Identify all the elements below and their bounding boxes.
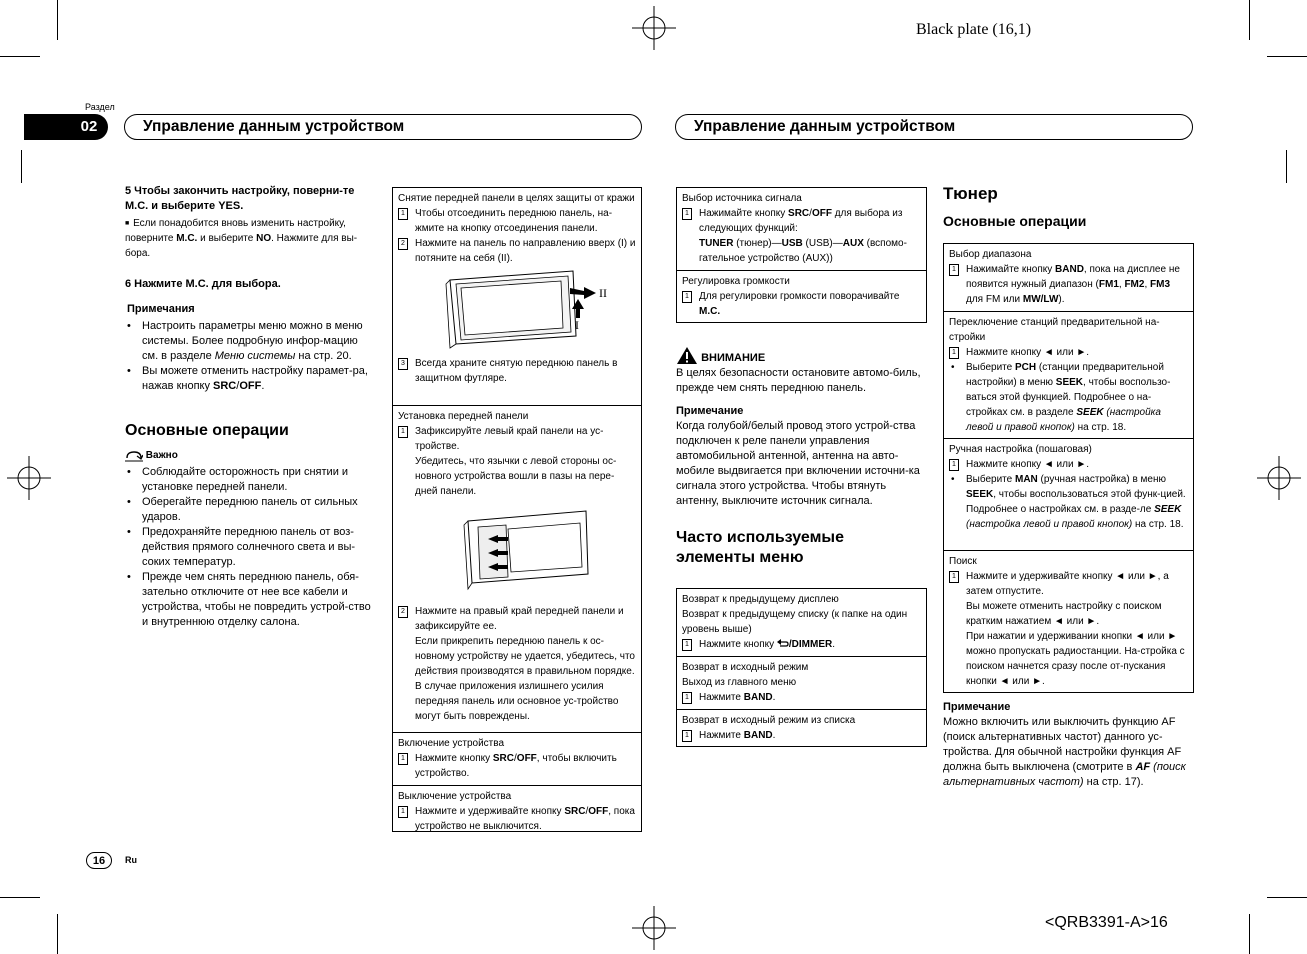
manual-cell bbox=[944, 439, 1193, 551]
install-panel-title: Установка передней панели bbox=[398, 411, 529, 422]
power-on-title: Включение устройства bbox=[398, 738, 505, 749]
remove-panel-cell bbox=[393, 188, 641, 406]
crop-mark bbox=[57, 0, 58, 40]
step: 1 Нажмите и удерживайте кнопку ◄ или ►, а затем отпустите. bbox=[949, 569, 1188, 599]
list-item: • Оберегайте переднюю панель от сильных ударов. bbox=[125, 495, 375, 525]
section-number: 02 bbox=[24, 114, 108, 140]
step-detail: Если прикрепить переднюю панель к ос-новному устройству не удается, убедитесь, что действия производятся в правильном порядке. В случае приложения излишнего усилия передняя панель или основное ус-тройство могут быть повреждены. bbox=[415, 636, 635, 722]
step-detail: При нажатии и удерживании кнопки ◄ или ► можно пропускать радиостанции. На-стройка с поиском начнется сразу после от-пускания кнопки ◄ или ►. bbox=[966, 631, 1185, 687]
preset-title: Переключение станций предварительной на-стройки bbox=[949, 317, 1160, 343]
preset-cell bbox=[944, 312, 1193, 439]
band-cell bbox=[944, 244, 1193, 312]
step: 1 Для регулировки громкости поворачивайте M.C. bbox=[682, 289, 921, 319]
home-subtitle: Выход из главного меню bbox=[682, 677, 797, 688]
manual-title: Ручная настройка (пошаговая) bbox=[949, 444, 1092, 455]
language-code: Ru bbox=[125, 855, 137, 865]
panel-removal-icon bbox=[398, 266, 638, 356]
search-title: Поиск bbox=[949, 556, 977, 567]
important-label: Важно bbox=[125, 448, 375, 463]
step-5-title: 5 Чтобы закончить настройку, поверни-те M.C. и выберите YES. bbox=[125, 185, 355, 212]
list-item: • Вы можете отменить настройку парамет-ра, нажав кнопку SRC/OFF. bbox=[125, 364, 375, 394]
warning-heading: ВНИМАНИЕ bbox=[676, 346, 930, 366]
list-item: • Соблюдайте осторожность при снятии и установке передней панели. bbox=[125, 465, 375, 495]
remove-panel-illustration bbox=[398, 266, 636, 356]
direction-label-2: II bbox=[599, 286, 607, 300]
crop-mark bbox=[0, 897, 40, 898]
important-list bbox=[125, 465, 375, 630]
column-4-note bbox=[943, 700, 1195, 790]
page-header-right: Управление данным устройством bbox=[675, 114, 1193, 140]
band-title: Выбор диапазона bbox=[949, 249, 1032, 260]
crop-mark bbox=[57, 914, 58, 954]
back-arrow-icon bbox=[777, 639, 789, 648]
step: 3 Всегда храните снятую переднюю панель в защитном футляре. bbox=[398, 356, 636, 386]
registration-mark-icon bbox=[632, 6, 676, 50]
tuner-heading: Тюнер bbox=[943, 184, 998, 203]
install-panel-cell bbox=[393, 406, 641, 733]
menu-items-table bbox=[676, 588, 927, 747]
home-title: Возврат в исходный режим bbox=[682, 662, 809, 673]
basic-operations-heading: Основные операции bbox=[125, 422, 289, 440]
power-off-cell bbox=[393, 786, 641, 837]
document-code: <QRB3391-A>16 bbox=[1045, 914, 1168, 931]
registration-mark-icon bbox=[632, 906, 676, 950]
step: 1 Нажмите кнопку SRC/OFF, чтобы включить устройство. bbox=[398, 751, 636, 781]
tuner-ops-heading: Основные операции bbox=[943, 213, 1087, 229]
column-4-head bbox=[943, 184, 1193, 230]
power-on-cell bbox=[393, 733, 641, 786]
source-volume-table bbox=[676, 187, 927, 323]
warning-icon bbox=[676, 346, 698, 365]
remove-panel-title: Снятие передней панели в целях защиты от кражи bbox=[398, 193, 635, 204]
warning-text: В целях безопасности остановите автомо-биль, прежде чем снять переднюю панель. bbox=[676, 367, 921, 394]
notes-list bbox=[125, 319, 375, 394]
crop-mark bbox=[1286, 150, 1287, 183]
back-cell bbox=[677, 589, 926, 657]
home-cell bbox=[677, 657, 926, 710]
column-1 bbox=[125, 184, 375, 630]
source-select-title: Выбор источника сигнала bbox=[682, 193, 802, 204]
panel-install-icon bbox=[398, 499, 638, 604]
source-select-cell bbox=[677, 188, 926, 271]
step: 1 Нажмите BAND. bbox=[682, 728, 921, 743]
step: 1 Нажимайте кнопку SRC/OFF для выбора из следующих функций: TUNER (тюнер)—USB (USB)—AUX (вспомо-гательное устройство (AUX)) bbox=[682, 206, 921, 266]
volume-cell bbox=[677, 271, 926, 322]
list-item: • Настроить параметры меню можно в меню системы. Более подробную инфор-мацию см. в разделе Меню системы на стр. 20. bbox=[125, 319, 375, 364]
step-detail: Вы можете отменить настройку с поиском кратким нажатием ◄ или ►. bbox=[966, 601, 1162, 627]
page-header-left: Управление данным устройством bbox=[124, 114, 642, 140]
list-return-title: Возврат в исходный режим из списка bbox=[682, 715, 856, 726]
list-return-cell bbox=[677, 710, 926, 746]
step: 1 Чтобы отсоединить переднюю панель, на-жмите на кнопку отсоединения панели. bbox=[398, 206, 636, 236]
step: 1 Нажмите кнопку ◄ или ►. bbox=[949, 457, 1188, 472]
crop-mark bbox=[1249, 0, 1250, 40]
step-detail: Убедитесь, что язычки с левой стороны ос-новного устройства вошли в пазы на пере-дней панели. bbox=[415, 456, 617, 497]
tuner-table bbox=[943, 243, 1194, 693]
volume-title: Регулировка громкости bbox=[682, 276, 790, 287]
plate-label: Black plate (16,1) bbox=[916, 21, 1032, 38]
step: 2 Нажмите на правый край передней панели и зафиксируйте ее. bbox=[398, 604, 636, 634]
list-item: • Предохраняйте переднюю панель от воз-действия прямого солнечного света и вы-соких температур. bbox=[125, 525, 375, 570]
column-3-text bbox=[676, 346, 930, 568]
registration-mark-icon bbox=[1257, 456, 1301, 500]
registration-mark-icon bbox=[7, 456, 51, 500]
power-off-title: Выключение устройства bbox=[398, 791, 512, 802]
step: 1 Нажмите кнопку /DIMMER. bbox=[682, 637, 921, 652]
install-panel-illustration bbox=[398, 499, 636, 604]
notes-title: Примечания bbox=[127, 303, 195, 316]
important-icon bbox=[125, 450, 143, 462]
note-title: Примечание bbox=[676, 405, 744, 417]
step: 1 Нажмите кнопку ◄ или ►. bbox=[949, 345, 1188, 360]
crop-mark bbox=[1267, 897, 1307, 898]
step-5-note: ■ Если понадобится вновь изменить настройку, поверните M.C. и выберите NO. Нажмите для вы-бора. bbox=[125, 218, 358, 260]
note-text: Когда голубой/белый провод этого устрой-ства подключен к реле панели управления автомобильной антенной, антенна на авто-мобиле выдвигается при включении источни-ка сигнала этого устройства. Чтобы втянуть антенну, выключите источник сигнала. bbox=[676, 420, 920, 507]
bullet: • Выберите MAN (ручная настройка) в меню SEEK, чтобы воспользоваться этой функ-цией. Подробнее о настройках см. в разде-ле SEEK (настройка левой и правой кнопок) на стр. 18. bbox=[951, 474, 1186, 530]
front-panel-table bbox=[392, 187, 642, 832]
step-6-title: 6 Нажмите M.C. для выбора. bbox=[125, 278, 281, 291]
step: 1 Нажмите BAND. bbox=[682, 690, 921, 705]
back-subtitle: Возврат к предыдущему списку (к папке на один уровень выше) bbox=[682, 609, 908, 635]
direction-label-1: I bbox=[575, 318, 579, 332]
page-number: 16 bbox=[86, 852, 112, 869]
back-title: Возврат к предыдущему дисплею bbox=[682, 594, 839, 605]
list-item: • Прежде чем снять переднюю панель, обя-зательно отключите от нее все кабели и устройства, чтобы не повредить устрой-ство и внутреннюю отделку салона. bbox=[125, 570, 375, 630]
crop-mark bbox=[21, 150, 22, 183]
tuner-note-title: Примечание bbox=[943, 701, 1011, 713]
tuner-note-text: Можно включить или выключить функцию AF (поиск альтернативных частот) данного ус-тройства. Для обычной настройки функция AF должна быть выключена (смотрите в AF (поиск альтернативных частот) на стр. 17). bbox=[943, 716, 1186, 788]
step: 1 Нажимайте кнопку BAND, пока на дисплее не появится нужный диапазон (FM1, FM2, FM3 для FM или MW/LW). bbox=[949, 262, 1188, 307]
section-label: Раздел bbox=[85, 102, 115, 112]
step: 2 Нажмите на панель по направлению вверх (I) и потяните на себя (II). bbox=[398, 236, 636, 266]
bullet: • Выберите PCH (станции предварительной настройки) в меню SEEK, чтобы воспользо-ваться этой функцией. Подробнее о на-стройках см. в разделе SEEK (настройка левой и правой кнопок) на стр. 18. bbox=[951, 362, 1171, 433]
step: 1 Нажмите и удерживайте кнопку SRC/OFF, пока устройство не выключится. bbox=[398, 804, 636, 834]
crop-mark bbox=[1267, 56, 1307, 57]
frequent-menu-heading: Часто используемые элементы меню bbox=[676, 529, 844, 566]
search-cell bbox=[944, 551, 1193, 692]
crop-mark bbox=[1249, 914, 1250, 954]
crop-mark bbox=[0, 56, 40, 57]
step: 1 Зафиксируйте левый край панели на ус-тройстве. bbox=[398, 424, 636, 454]
